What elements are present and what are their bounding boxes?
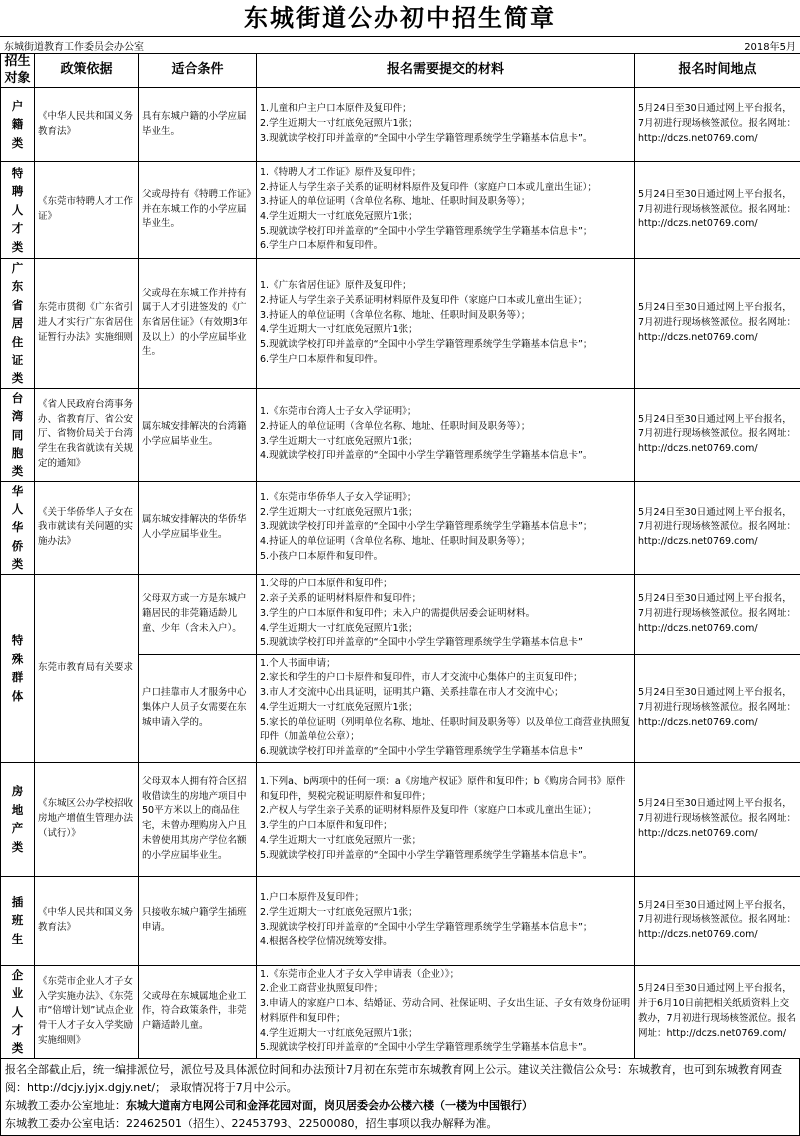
material-item: 2.学生近期大一寸红底免冠照片1张；: [260, 906, 631, 921]
category-cell: [1, 88, 35, 162]
category-cell: [1, 388, 35, 481]
material-item: 3.现就读学校打印并盖章的“全国中小学生学籍管理系统学生学籍基本信息卡”；: [260, 921, 631, 936]
condition-cell: 父或母在东城工作并持有属于人才引进签发的《广东省居住证》（有效期3年及以上）的小学应届毕业生。: [139, 259, 257, 389]
table-header-row: [1, 54, 800, 88]
material-item: 4.学生近期大一寸红底免冠照片一张；: [260, 834, 631, 849]
material-item: 3.学生的户口本原件和复印件；: [260, 819, 631, 834]
material-item: 2.学生近期大一寸红底免冠照片1张；: [260, 117, 631, 132]
table-row: [1, 876, 800, 965]
policy-cell: 《东城区公办学校招收房地产增值生管理办法（试行）》: [35, 762, 139, 876]
material-item: 5.小孩户口本原件和复印件。: [260, 550, 631, 565]
category-label: 特聘人才类: [11, 164, 25, 256]
material-item: 3.申请人的家庭户口本、结婚证、劳动合同、社保证明、子女出生证、子女有效身份证明材料原件和复印件；: [260, 997, 631, 1026]
material-item: 5.现就读学校打印并盖章的“全国中小学生学籍管理系统学生学籍基本信息卡”；: [260, 225, 631, 240]
material-item: 2.家长和学生的户口卡原件和复印件，市人才交流中心集体户的主页复印件；: [260, 671, 631, 686]
time-cell: 5月24日至30日通过网上平台报名，7月初进行现场核签派位。报名网址：http://dczs.net0769.com/: [635, 259, 800, 389]
material-item: 3.市人才交流中心出具证明，证明其户籍、关系挂靠在市人才交流中心；: [260, 686, 631, 701]
material-item: 2.产权人与学生亲子关系的证明材料原件及复印件（家庭户口本或儿童出生证）；: [260, 804, 631, 819]
material-item: 5.家长的单位证明（列明单位名称、地址、任职时间及职务等）以及单位工商营业执照复印件（加盖单位公章）；: [260, 716, 631, 745]
condition-cell: 具有东城户籍的小学应届毕业生。: [139, 88, 257, 162]
material-item: 4.学生近期大一寸红底免冠照片1张；: [260, 323, 631, 338]
address-label: 东城教工委办公室地址：: [5, 1099, 126, 1112]
time-cell: 5月24日至30日通过网上平台报名，7月初进行现场核签派位。报名网址：http://dczs.net0769.com/: [635, 762, 800, 876]
header-condition: 适合条件: [139, 54, 257, 88]
category-cell: [1, 259, 35, 389]
table-row: [1, 88, 800, 162]
table-row: [1, 574, 800, 654]
table-row: [1, 162, 800, 259]
material-item: 3.学生近期大一寸红底免冠照片1张；: [260, 435, 631, 450]
category-cell: [1, 876, 35, 965]
issue-date: 2018年5月: [744, 38, 796, 53]
policy-cell: 《中华人民共和国义务教育法》: [35, 88, 139, 162]
condition-cell: 父母双方或一方是东城户籍居民的非莞籍适龄儿童、少年（含未入户）。: [139, 574, 257, 654]
materials-cell: [257, 481, 635, 574]
phone-value: 22462501（招生）、22453793、22500080，招生事项以我办解释为准。: [126, 1117, 497, 1130]
category-cell: [1, 762, 35, 876]
policy-cell: 东莞市贯彻《广东省引进人才实行广东省居住证暂行办法》实施细则: [35, 259, 139, 389]
materials-cell: [257, 162, 635, 259]
material-item: 2.持证人的单位证明（含单位名称、地址、任职时间及职务等）；: [260, 420, 631, 435]
material-item: 1.《东莞市企业人才子女入学申请表（企业）》；: [260, 968, 631, 983]
condition-cell: 户口挂靠市人才服务中心集体户人员子女需要在东城申请入学的。: [139, 654, 257, 762]
category-label: 华人华侨类: [11, 482, 25, 574]
material-item: 5.现就读学校打印并盖章的“全国中小学生学籍管理系统学生学籍基本信息卡”: [260, 636, 631, 651]
material-item: 4.学生近期大一寸红底免冠照片1张；: [260, 1027, 631, 1042]
category-cell: [1, 965, 35, 1058]
material-item: 5.现就读学校打印并盖章的“全国中小学生学籍管理系统学生学籍基本信息卡”。: [260, 849, 631, 864]
time-cell: 5月24日至30日通过网上平台报名，7月初进行现场核签派位。报名网址：http://dczs.net0769.com/: [635, 574, 800, 654]
category-label: 插班生: [11, 893, 25, 948]
policy-cell: 《关于华侨华人子女在我市就读有关问题的实施办法》: [35, 481, 139, 574]
header-materials: 报名需要提交的材料: [257, 54, 635, 88]
time-cell: 5月24日至30日通过网上平台报名，7月初进行现场核签派位。报名网址：http://dczs.net0769.com/: [635, 654, 800, 762]
category-cell: [1, 162, 35, 259]
materials-cell: [257, 388, 635, 481]
material-item: 3.学生的户口本原件和复印件；未入户的需提供居委会证明材料。: [260, 607, 631, 622]
condition-cell: 父或母持有《特聘工作证》并在东城工作的小学应届毕业生。: [139, 162, 257, 259]
enrollment-table: [0, 53, 800, 1059]
materials-cell: [257, 762, 635, 876]
material-item: 2.企业工商营业执照复印件；: [260, 982, 631, 997]
policy-cell: 《东莞市特聘人才工作证》: [35, 162, 139, 259]
material-item: 4.学生近期大一寸红底免冠照片1张；: [260, 622, 631, 637]
address-value: 东城大道南方电网公司和金泽花园对面，岗贝居委会办公楼六楼（一楼为中国银行）: [126, 1099, 533, 1112]
time-cell: 5月24日至30日通过网上平台报名，7月初进行现场核签派位。报名网址：http://dczs.net0769.com/: [635, 481, 800, 574]
material-item: 2.学生近期大一寸红底免冠照片1张；: [260, 506, 631, 521]
category-cell: [1, 574, 35, 762]
category-label: 台湾同胞类: [11, 389, 25, 481]
material-item: 4.现就读学校打印并盖章的“全国中小学生学籍管理系统学生学籍基本信息卡”。: [260, 449, 631, 464]
table-row: [1, 388, 800, 481]
policy-cell: 东莞市教育局有关要求: [35, 574, 139, 762]
time-cell: 5月24日至30日通过网上平台报名，7月初进行现场核签派位。报名网址：http://dczs.net0769.com/: [635, 388, 800, 481]
policy-cell: 《省人民政府台湾事务办、省教育厅、省公安厅、省物价局关于台湾学生在我省就读有关规定的通知》: [35, 388, 139, 481]
table-row: [1, 762, 800, 876]
condition-cell: 只接收东城户籍学生插班申请。: [139, 876, 257, 965]
footer-address: [5, 1097, 795, 1115]
materials-cell: [257, 654, 635, 762]
material-item: 1.个人书面申请；: [260, 657, 631, 672]
table-body: [1, 88, 800, 1059]
material-item: 6.现就读学校打印并盖章的“全国中小学生学籍管理系统学生学籍基本信息卡”: [260, 745, 631, 760]
material-item: 3.持证人的单位证明（含单位名称、地址、任职时间及职务等）；: [260, 195, 631, 210]
footer-phone: [5, 1115, 795, 1133]
materials-cell: [257, 259, 635, 389]
material-item: 4.学生近期大一寸红底免冠照片1张；: [260, 701, 631, 716]
category-label: 特殊群体: [11, 631, 25, 705]
material-item: 2.持证人与学生亲子关系的证明材料原件及复印件（家庭户口本或儿童出生证）；: [260, 181, 631, 196]
material-item: 3.现就读学校打印并盖章的“全国中小学生学籍管理系统学生学籍基本信息卡”；: [260, 520, 631, 535]
material-item: 5.现就读学校打印并盖章的“全国中小学生学籍管理系统学生学籍基本信息卡”；: [260, 338, 631, 353]
time-cell: 5月24日至30日通过网上平台报名，并于6月10日前把相关纸质资料上交教办，7月初进行现场核签派位。报名网址：http://dczs.net0769.com/: [635, 965, 800, 1058]
material-item: 2.持证人与学生亲子关系证明材料原件及复印件（家庭户口本或儿童出生证）；: [260, 294, 631, 309]
materials-cell: [257, 88, 635, 162]
policy-cell: 《中华人民共和国义务教育法》: [35, 876, 139, 965]
condition-cell: 父或母在东城属地企业工作，符合政策条件，非莞户籍适龄儿童。: [139, 965, 257, 1058]
policy-cell: 《东莞市企业人才子女入学实施办法》、《东莞市“倍增计划”试点企业骨干人才子女入学奖励实施细则》: [35, 965, 139, 1058]
time-cell: 5月24日至30日通过网上平台报名，7月初进行现场核签派位。报名网址：http://dczs.net0769.com/: [635, 876, 800, 965]
material-item: 4.根据各校学位情况统筹安排。: [260, 935, 631, 950]
table-row: [1, 481, 800, 574]
table-row: [1, 965, 800, 1058]
material-item: 1.《东莞市华侨华人子女入学证明》；: [260, 491, 631, 506]
material-item: 1.《特聘人才工作证》原件及复印件；: [260, 166, 631, 181]
table-row: [1, 259, 800, 389]
issuing-org: 东城街道教育工作委员会办公室: [4, 38, 144, 53]
material-item: 3.持证人的单位证明（含单位名称、地址、任职时间及职务等）；: [260, 309, 631, 324]
materials-cell: [257, 965, 635, 1058]
category-label: 广东省居住证类: [11, 259, 25, 388]
category-cell: [1, 481, 35, 574]
header-category: 招生对象: [1, 54, 35, 88]
category-label: 企业人才类: [11, 966, 25, 1058]
material-item: 2.亲子关系的证明材料原件和复印件；: [260, 592, 631, 607]
page-title: 东城街道公办初中招生简章: [0, 0, 800, 36]
time-cell: 5月24日至30日通过网上平台报名，7月初进行现场核签派位。报名网址：http://dczs.net0769.com/: [635, 162, 800, 259]
material-item: 4.持证人的单位证明（含单位名称、地址、任职时间及职务等）；: [260, 535, 631, 550]
condition-cell: 属东城安排解决的华侨华人小学应届毕业生。: [139, 481, 257, 574]
material-item: 1.《东莞市台湾人士子女入学证明》；: [260, 405, 631, 420]
material-item: 6.学生户口本原件和复印件。: [260, 239, 631, 254]
phone-label: 东城教工委办公室电话：: [5, 1117, 126, 1130]
condition-cell: 属东城安排解决的台湾籍小学应届毕业生。: [139, 388, 257, 481]
material-item: 3.现就读学校打印并盖章的“全国中小学生学籍管理系统学生学籍基本信息卡”。: [260, 132, 631, 147]
meta-bar: [0, 36, 800, 53]
material-item: 1.下列a、b两项中的任何一项：a《房地产权证》原件和复印件；b《购房合同书》原件和复印件，契税完税证明原件和复印件；: [260, 775, 631, 804]
material-item: 6.学生户口本原件和复印件。: [260, 353, 631, 368]
material-item: 1.户口本原件及复印件；: [260, 891, 631, 906]
category-label: 房地产类: [11, 782, 25, 856]
time-cell: 5月24日至30日通过网上平台报名，7月初进行现场核签派位。报名网址：http://dczs.net0769.com/: [635, 88, 800, 162]
category-label: 户籍类: [11, 97, 25, 152]
footer-line-1: 报名全部截止后，统一编排派位号，派位号及具体派位时间和办法预计7月初在东莞市东城教育网上公示。建议关注微信公众号：东城教育，也可到东城教育网查阅：http://dcjy.jyjx.dgjy.net/； 录取情况将于7月中公示。: [5, 1061, 795, 1097]
material-item: 5.现就读学校打印并盖章的“全国中小学生学籍管理系统学生学籍基本信息卡”。: [260, 1041, 631, 1056]
materials-cell: [257, 574, 635, 654]
footer-notes: [0, 1059, 800, 1136]
material-item: 1.儿童和户主户口本原件及复印件；: [260, 102, 631, 117]
header-policy: 政策依据: [35, 54, 139, 88]
material-item: 1.《广东省居住证》原件及复印件；: [260, 279, 631, 294]
material-item: 1.父母的户口本原件和复印件；: [260, 577, 631, 592]
condition-cell: 父母双本人拥有符合区招收借读生的房地产项目中50平方米以上的商品住宅，未曾办理购房入户且未曾使用其房产学位名额的小学应届毕业生。: [139, 762, 257, 876]
material-item: 4.学生近期大一寸红底免冠照片1张；: [260, 210, 631, 225]
materials-cell: [257, 876, 635, 965]
header-time: 报名时间地点: [635, 54, 800, 88]
